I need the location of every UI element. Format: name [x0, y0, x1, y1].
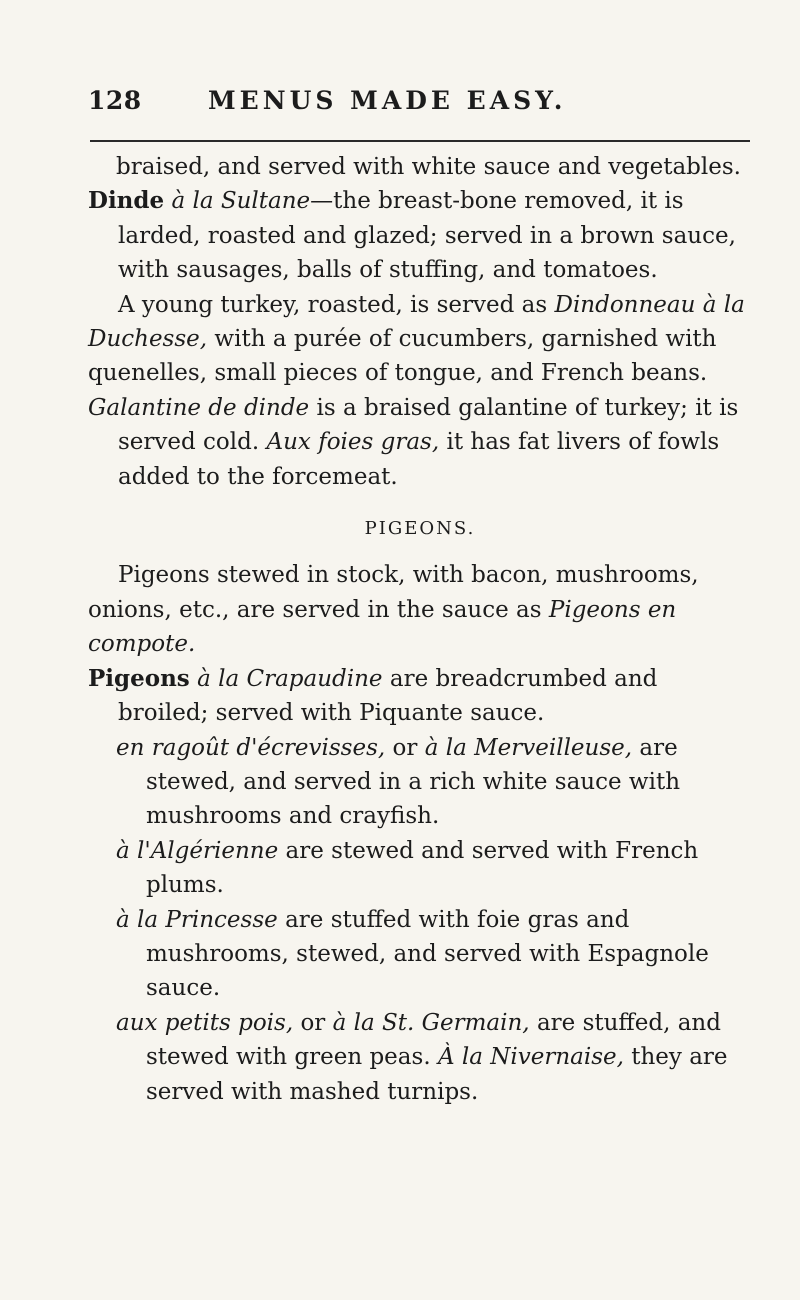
- entry-text: are stuffed, and stewed with green peas.: [146, 1009, 721, 1071]
- entry-italic-name: à l'Algérienne: [116, 837, 279, 864]
- entry-heading: Dinde: [88, 187, 165, 215]
- entry-italic-name: à la Merveilleuse,: [424, 734, 633, 761]
- entry-text: are stuffed with foie gras and mushrooms, stewed, and served with Espagnole sauce.: [146, 906, 709, 1002]
- entry-text: —the breast-bone removed, it is larded, roasted and glazed; served in a brown sauce, with sausages, balls of stuffing, and tomatoes.: [118, 188, 736, 284]
- entry-text: are breadcrumbed and broiled; served with Piquante sauce.: [118, 665, 658, 727]
- paragraph-text: with a purée of cucumbers, garnished with quenelles, small pieces of tongue, and French beans.: [88, 326, 717, 387]
- entry-algerienne: [88, 834, 752, 903]
- running-head: MENUS MADE EASY.: [208, 86, 567, 115]
- entry-ragout-ecrevisses: [88, 731, 752, 834]
- entry-italic-name: à la St. Germain,: [332, 1009, 530, 1036]
- entry-petits-pois: [88, 1006, 752, 1109]
- entry-italic-name: À la Nivernaise,: [437, 1044, 624, 1071]
- paragraph-text: or: [300, 1009, 326, 1036]
- paragraph-text: Pigeons stewed in stock, with bacon, mushrooms, onions, etc., are served in the sauce as: [88, 562, 699, 623]
- entry-italic-name: Pigeons en compote.: [88, 596, 677, 658]
- entry-italic-name: aux petits pois,: [116, 1009, 294, 1036]
- entry-pigeons-crapaudine: [88, 662, 752, 731]
- entry-italic-name: Galantine de dinde: [88, 394, 310, 421]
- section-title: PIGEONS.: [364, 518, 476, 540]
- entry-text: they are served with mashed turnips.: [146, 1044, 728, 1105]
- paragraph-text: is a braised galantine of turkey; it is served cold.: [118, 394, 739, 456]
- paragraph-continuation: [88, 150, 752, 184]
- entry-italic-name: à la Crapaudine: [197, 665, 383, 692]
- entry-italic-name: en ragoût d'écrevisses,: [116, 734, 386, 761]
- paragraph-text: it has fat livers of fowls added to the forcemeat.: [118, 429, 720, 490]
- page-header: [88, 86, 748, 115]
- entry-italic-name: Dindonneau à la Duchesse,: [88, 291, 745, 353]
- header-rule: [90, 140, 750, 142]
- entry-dinde-sultane: [88, 184, 752, 287]
- paragraph-text: or: [392, 734, 418, 761]
- entry-text: are stewed and served with French plums.: [146, 837, 699, 899]
- entry-princesse: [88, 903, 752, 1006]
- page-number: 128: [88, 86, 142, 115]
- entry-italic-name: à la Princesse: [116, 906, 278, 933]
- entry-italic-name: Aux foies gras,: [266, 429, 440, 456]
- entry-italic-name: à la Sultane: [171, 188, 311, 215]
- entry-text: are stewed, and served in a rich white sauce with mushrooms and crayfish.: [146, 734, 681, 830]
- paragraph-pigeons-compote: [88, 558, 752, 661]
- paragraph-galantine: [88, 391, 752, 494]
- entry-heading: Pigeons: [88, 664, 190, 692]
- paragraph-text: A young turkey, roasted, is served as: [118, 291, 548, 318]
- page-body: [88, 150, 752, 1109]
- paragraph-dindonneau: [88, 288, 752, 391]
- paragraph-text: braised, and served with white sauce and vegetables.: [116, 154, 741, 180]
